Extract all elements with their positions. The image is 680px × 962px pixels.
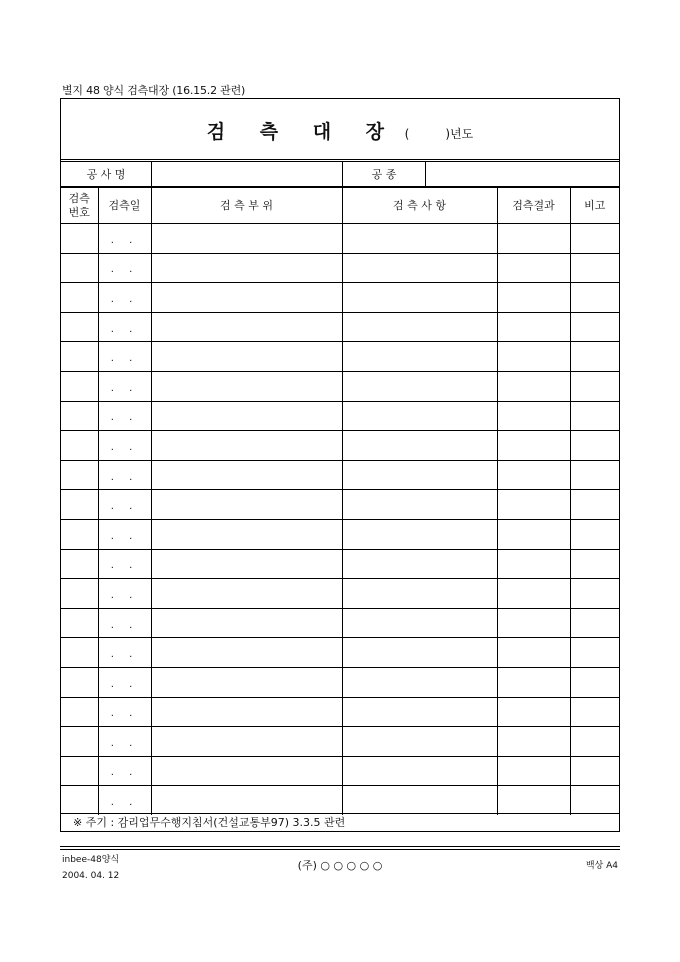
items-cell[interactable]: [342, 608, 497, 638]
table-row: [61, 667, 619, 697]
result-cell[interactable]: [497, 312, 570, 342]
date-cell[interactable]: [98, 401, 151, 431]
date-cell[interactable]: [98, 756, 151, 786]
remarks-cell[interactable]: [570, 224, 619, 254]
table-row: [61, 283, 619, 313]
location-cell[interactable]: [151, 667, 342, 697]
location-cell[interactable]: [151, 638, 342, 668]
location-cell[interactable]: [151, 579, 342, 609]
table-row: [61, 756, 619, 786]
result-cell[interactable]: [497, 549, 570, 579]
result-cell[interactable]: [497, 756, 570, 786]
date-placeholder: . .: [110, 382, 139, 394]
items-cell[interactable]: [342, 786, 497, 815]
table-row: [61, 638, 619, 668]
date-placeholder: . .: [110, 767, 139, 779]
number-cell[interactable]: [61, 490, 98, 520]
remarks-cell[interactable]: [570, 756, 619, 786]
header-inspection-number: 검측 번호: [61, 188, 98, 224]
date-placeholder: . .: [110, 560, 139, 572]
remarks-cell[interactable]: [570, 638, 619, 668]
result-cell[interactable]: [497, 401, 570, 431]
date-placeholder: . .: [110, 441, 139, 453]
number-cell[interactable]: [61, 667, 98, 697]
table-row: [61, 460, 619, 490]
location-cell[interactable]: [151, 460, 342, 490]
result-cell[interactable]: [497, 460, 570, 490]
date-cell[interactable]: [98, 786, 151, 815]
location-cell[interactable]: [151, 224, 342, 254]
project-info-row: [61, 162, 619, 187]
items-cell[interactable]: [342, 342, 497, 372]
items-cell[interactable]: [342, 490, 497, 520]
location-cell[interactable]: [151, 727, 342, 757]
location-cell[interactable]: [151, 756, 342, 786]
table-row: [61, 579, 619, 609]
result-cell[interactable]: [497, 283, 570, 313]
result-cell[interactable]: [497, 519, 570, 549]
result-cell[interactable]: [497, 667, 570, 697]
number-cell[interactable]: [61, 431, 98, 461]
date-placeholder: . .: [110, 737, 139, 749]
date-cell[interactable]: [98, 342, 151, 372]
work-type-label: 공 종: [342, 162, 425, 186]
paper-size: 백상 A4: [585, 861, 618, 871]
items-cell[interactable]: [342, 283, 497, 313]
items-cell[interactable]: [342, 460, 497, 490]
items-cell[interactable]: [342, 756, 497, 786]
date-cell[interactable]: [98, 727, 151, 757]
table-header-row: [61, 188, 619, 224]
date-placeholder: . .: [110, 471, 139, 483]
table-row: [61, 519, 619, 549]
table-row: [61, 490, 619, 520]
result-cell[interactable]: [497, 342, 570, 372]
remarks-cell[interactable]: [570, 371, 619, 401]
date-cell[interactable]: [98, 608, 151, 638]
number-cell[interactable]: [61, 697, 98, 727]
result-cell[interactable]: [497, 697, 570, 727]
result-cell[interactable]: [497, 579, 570, 609]
result-cell[interactable]: [497, 490, 570, 520]
remarks-cell[interactable]: [570, 342, 619, 372]
remarks-cell[interactable]: [570, 579, 619, 609]
date-placeholder: . .: [110, 530, 139, 542]
table-row: [61, 342, 619, 372]
date-placeholder: . .: [110, 353, 139, 365]
table-row: [61, 371, 619, 401]
date-placeholder: . .: [110, 501, 139, 513]
table-row: [61, 608, 619, 638]
remarks-cell[interactable]: [570, 697, 619, 727]
remarks-cell[interactable]: [570, 253, 619, 283]
date-cell[interactable]: [98, 460, 151, 490]
items-cell[interactable]: [342, 371, 497, 401]
title-area: [61, 99, 619, 162]
form-title-main: 검 측 대 장: [206, 121, 399, 143]
items-cell[interactable]: [342, 253, 497, 283]
header-remarks: 비고: [570, 188, 619, 224]
work-type-field[interactable]: [425, 162, 619, 186]
remarks-cell[interactable]: [570, 460, 619, 490]
date-placeholder: . .: [110, 678, 139, 690]
number-cell[interactable]: [61, 608, 98, 638]
header-inspection-location: 검 측 부 위: [151, 188, 342, 224]
remarks-cell[interactable]: [570, 727, 619, 757]
inspection-table: [61, 187, 619, 815]
location-cell[interactable]: [151, 519, 342, 549]
table-row: [61, 312, 619, 342]
result-cell[interactable]: [497, 371, 570, 401]
remarks-cell[interactable]: [570, 431, 619, 461]
result-cell[interactable]: [497, 431, 570, 461]
table-row: [61, 697, 619, 727]
date-cell[interactable]: [98, 549, 151, 579]
number-cell[interactable]: [61, 401, 98, 431]
footer-divider-top: [60, 846, 620, 847]
date-cell[interactable]: [98, 490, 151, 520]
result-cell[interactable]: [497, 786, 570, 815]
year-field[interactable]: ( )년도: [404, 127, 474, 141]
table-row: [61, 224, 619, 254]
number-cell[interactable]: [61, 253, 98, 283]
location-cell[interactable]: [151, 253, 342, 283]
table-row: [61, 786, 619, 815]
remarks-cell[interactable]: [570, 283, 619, 313]
date-cell[interactable]: [98, 312, 151, 342]
table-row: [61, 253, 619, 283]
number-cell[interactable]: [61, 786, 98, 815]
remarks-cell[interactable]: [570, 608, 619, 638]
form-date: 2004. 04. 12: [62, 871, 120, 881]
location-cell[interactable]: [151, 431, 342, 461]
date-placeholder: . .: [110, 619, 139, 631]
date-placeholder: . .: [110, 412, 139, 424]
items-cell[interactable]: [342, 579, 497, 609]
inspection-ledger-form: [60, 98, 620, 832]
date-cell[interactable]: [98, 697, 151, 727]
remarks-cell[interactable]: [570, 519, 619, 549]
location-cell[interactable]: [151, 697, 342, 727]
date-cell[interactable]: [98, 224, 151, 254]
remarks-cell[interactable]: [570, 490, 619, 520]
project-name-label: 공 사 명: [86, 168, 126, 181]
footnote: ※ 주기 : 감리업무수행지침서(건설교통부97) 3.3.5 관련: [61, 813, 619, 831]
location-cell[interactable]: [151, 283, 342, 313]
location-cell[interactable]: [151, 786, 342, 815]
date-cell[interactable]: [98, 431, 151, 461]
number-cell[interactable]: [61, 224, 98, 254]
result-cell[interactable]: [497, 638, 570, 668]
date-placeholder: . .: [110, 234, 139, 246]
items-cell[interactable]: [342, 224, 497, 254]
number-cell[interactable]: [61, 756, 98, 786]
date-cell[interactable]: [98, 667, 151, 697]
number-cell[interactable]: [61, 342, 98, 372]
location-cell[interactable]: [151, 312, 342, 342]
table-row: [61, 727, 619, 757]
number-cell[interactable]: [61, 519, 98, 549]
date-placeholder: . .: [110, 649, 139, 661]
items-cell[interactable]: [342, 697, 497, 727]
form-reference-label: 별지 48 양식 검측대장 (16.15.2 관련): [62, 84, 246, 97]
items-cell[interactable]: [342, 431, 497, 461]
date-cell[interactable]: [98, 638, 151, 668]
number-cell[interactable]: [61, 579, 98, 609]
items-cell[interactable]: [342, 312, 497, 342]
date-cell[interactable]: [98, 253, 151, 283]
number-cell[interactable]: [61, 638, 98, 668]
remarks-cell[interactable]: [570, 667, 619, 697]
remarks-cell[interactable]: [570, 401, 619, 431]
items-cell[interactable]: [342, 549, 497, 579]
number-cell[interactable]: [61, 549, 98, 579]
date-cell[interactable]: [98, 519, 151, 549]
location-cell[interactable]: [151, 549, 342, 579]
date-placeholder: . .: [110, 708, 139, 720]
header-inspection-result: 검측결과: [497, 188, 570, 224]
result-cell[interactable]: [497, 608, 570, 638]
date-placeholder: . .: [110, 323, 139, 335]
number-cell[interactable]: [61, 283, 98, 313]
date-cell[interactable]: [98, 579, 151, 609]
date-placeholder: . .: [110, 589, 139, 601]
items-cell[interactable]: [342, 667, 497, 697]
items-cell[interactable]: [342, 519, 497, 549]
location-cell[interactable]: [151, 342, 342, 372]
table-row: [61, 549, 619, 579]
date-placeholder: . .: [110, 264, 139, 276]
location-cell[interactable]: [151, 608, 342, 638]
date-placeholder: . .: [110, 797, 139, 809]
items-cell[interactable]: [342, 401, 497, 431]
project-name-field[interactable]: [151, 162, 342, 186]
result-cell[interactable]: [497, 727, 570, 757]
number-cell[interactable]: [61, 460, 98, 490]
items-cell[interactable]: [342, 727, 497, 757]
footer-divider-bottom: [60, 849, 620, 850]
location-cell[interactable]: [151, 490, 342, 520]
result-cell[interactable]: [497, 224, 570, 254]
form-code: inbee-48양식: [62, 855, 120, 865]
form-title: [61, 117, 619, 144]
items-cell[interactable]: [342, 638, 497, 668]
date-cell[interactable]: [98, 283, 151, 313]
remarks-cell[interactable]: [570, 786, 619, 815]
header-inspection-date: 검측일: [98, 188, 151, 224]
result-cell[interactable]: [497, 253, 570, 283]
number-cell[interactable]: [61, 312, 98, 342]
location-cell[interactable]: [151, 401, 342, 431]
remarks-cell[interactable]: [570, 312, 619, 342]
remarks-cell[interactable]: [570, 549, 619, 579]
number-cell[interactable]: [61, 371, 98, 401]
company-name: (주) ○ ○ ○ ○ ○: [297, 859, 383, 872]
header-inspection-items: 검 측 사 항: [342, 188, 497, 224]
table-row: [61, 431, 619, 461]
location-cell[interactable]: [151, 371, 342, 401]
date-cell[interactable]: [98, 371, 151, 401]
table-row: [61, 401, 619, 431]
number-cell[interactable]: [61, 727, 98, 757]
date-placeholder: . .: [110, 293, 139, 305]
